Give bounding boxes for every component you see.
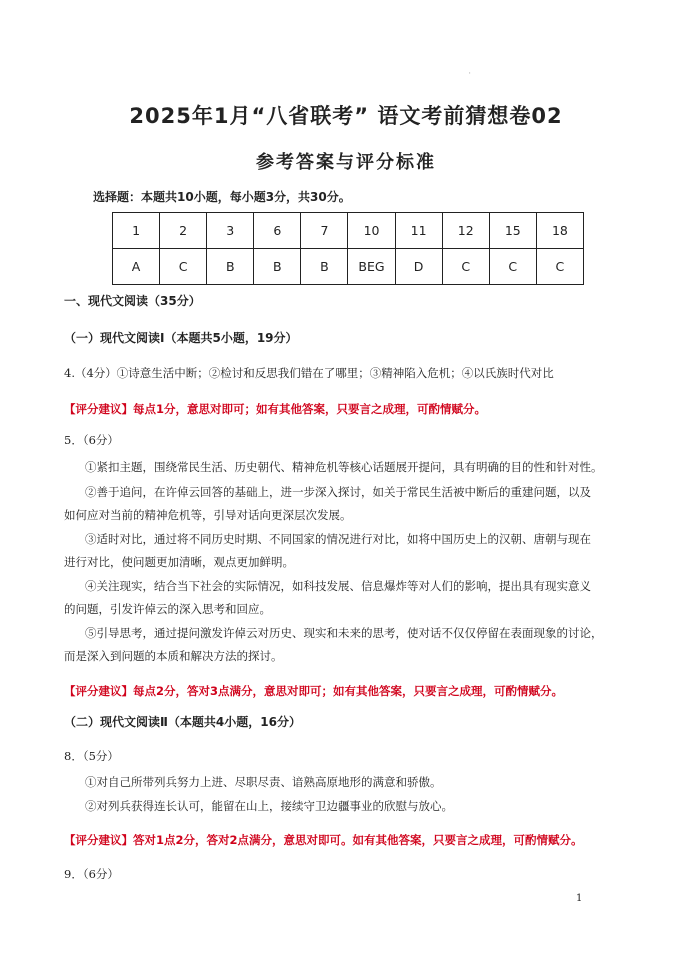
- q5-point-3: ③适时对比，通过将不同历史时期、不同国家的情况进行对比，如将中国历史上的汉朝、唐朝与现在: [85, 532, 591, 546]
- answer-cell: A: [113, 249, 160, 285]
- q5-point-4: ④关注现实，结合当下社会的实际情况，如科技发展、信息爆炸等对人们的影响，提出具有现实意义: [85, 579, 591, 593]
- answer-cell: C: [536, 249, 583, 285]
- answer-table: [112, 212, 584, 285]
- answer-cell: B: [207, 249, 254, 285]
- q5-point-5-cont: 而是深入到问题的本质和解决方法的探讨。: [64, 649, 283, 663]
- question-cell: 7: [301, 213, 348, 249]
- q4-scoring-tip: 【评分建议】每点1分，意思对即可；如有其他答案，只要言之成理，可酌情赋分。: [64, 402, 486, 416]
- q5-scoring-tip: 【评分建议】每点2分，答对3点满分，意思对即可；如有其他答案，只要言之成理，可酌情赋分。: [64, 684, 563, 698]
- q8-scoring-tip: 【评分建议】答对1点2分，答对2点满分，意思对即可。如有其他答案，只要言之成理，可酌情赋分。: [64, 833, 583, 847]
- question-cell: 12: [442, 213, 489, 249]
- q8-point-1: ①对自己所带列兵努力上进、尽职尽责、谙熟高原地形的满意和骄傲。: [85, 775, 442, 789]
- q5-heading: 5．（6分）: [64, 433, 119, 447]
- subsection-heading: （一）现代文阅读Ⅰ（本题共5小题，19分）: [64, 331, 298, 345]
- subsection-heading: （二）现代文阅读Ⅱ（本题共4小题，16分）: [64, 715, 301, 729]
- answer-cell: C: [442, 249, 489, 285]
- answer-cell: B: [254, 249, 301, 285]
- q9-heading: 9．（6分）: [64, 867, 119, 881]
- q5-point-1: ①紧扣主题，围绕常民生活、历史朝代、精神危机等核心话题展开提问，具有明确的目的性和针对性。: [85, 460, 603, 474]
- question-cell: 3: [207, 213, 254, 249]
- q8-point-2: ②对列兵获得连长认可，能留在山上，接续守卫边疆事业的欣慰与放心。: [85, 799, 453, 813]
- question-cell: 15: [489, 213, 536, 249]
- q8-heading: 8．（5分）: [64, 749, 119, 763]
- q5-point-5: ⑤引导思考，通过提问激发许倬云对历史、现实和未来的思考，使对话不仅仅停留在表面现象的讨论，: [85, 626, 603, 640]
- document-subtitle: 参考答案与评分标准: [256, 152, 436, 173]
- answer-cell: C: [489, 249, 536, 285]
- answer-cell: C: [160, 249, 207, 285]
- answer-cell: BEG: [348, 249, 395, 285]
- question-number-row: [113, 213, 584, 249]
- document-title: 2025年1月“八省联考” 语文考前猜想卷02: [129, 104, 563, 128]
- answer-cell: B: [301, 249, 348, 285]
- answer-row: [113, 249, 584, 285]
- q5-point-3-cont: 进行对比，使问题更加清晰，观点更加鲜明。: [64, 555, 294, 569]
- q5-point-4-cont: 的问题，引发许倬云的深入思考和回应。: [64, 602, 271, 616]
- question-cell: 11: [395, 213, 442, 249]
- q5-point-2-cont: 如何应对当前的精神危机等，引导对话向更深层次发展。: [64, 508, 352, 522]
- choice-intro: 选择题：本题共10小题，每小题3分，共30分。: [93, 190, 351, 204]
- page-number: 1: [576, 893, 583, 904]
- question-cell: 2: [160, 213, 207, 249]
- q4-answer: 4.（4分）①诗意生活中断；②检讨和反思我们错在了哪里；③精神陷入危机；④以氏族时代对比: [64, 366, 554, 380]
- answer-cell: D: [395, 249, 442, 285]
- q5-point-2: ②善于追问，在许倬云回答的基础上，进一步深入探讨，如关于常民生活被中断后的重建问题，以及: [85, 485, 591, 499]
- header-mark: ': [469, 72, 471, 79]
- section-heading: 一、现代文阅读（35分）: [64, 294, 201, 308]
- question-cell: 6: [254, 213, 301, 249]
- question-cell: 1: [113, 213, 160, 249]
- question-cell: 10: [348, 213, 395, 249]
- question-cell: 18: [536, 213, 583, 249]
